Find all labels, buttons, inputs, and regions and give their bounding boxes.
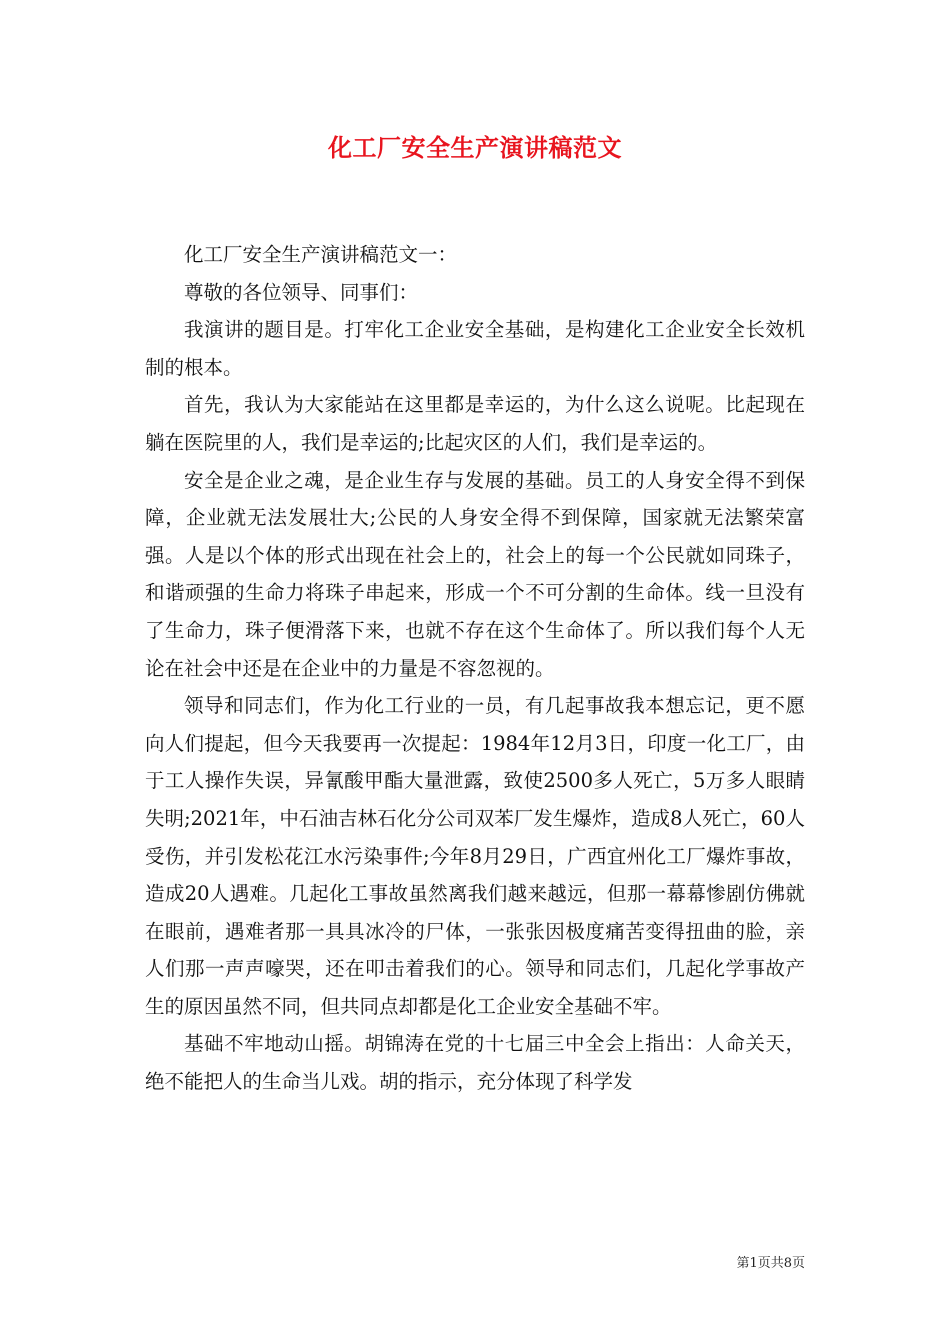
paragraph: 领导和同志们，作为化工行业的一员，有几起事故我本想忘记，更不愿向人们提起，但今天我要再一次提起：1984年12月3日，印度一化工厂，由于工人操作失误，异氰酸甲酯大量泄露，致使2500多人死亡，5万多人眼睛失明;2021年，中石油吉林石化分公司双苯厂发生爆炸，造成8人死亡，60人受伤，并引发松花江水污染事件;今年8月29日，广西宜州化工厂爆炸事故，造成20人遇难。几起化工事故虽然离我们越来越远，但那一幕幕惨剧仿佛就在眼前，遇难者那一具具冰冷的尸体，一张张因极度痛苦变得扭曲的脸，亲人们那一声声嚎哭，还在叩击着我们的心。领导和同志们，几起化学事故产生的原因虽然不同，但共同点却都是化工企业安全基础不牢。 xyxy=(145,694,805,1018)
paragraph: 尊敬的各位领导、同事们： xyxy=(184,280,419,304)
paragraph: 我演讲的题目是。打牢化工企业安全基础，是构建化工企业安全长效机制的根本。 xyxy=(145,318,805,379)
page-number-footer: 第1页共8页 xyxy=(736,1256,805,1271)
paragraph: 化工厂安全生产演讲稿范文一： xyxy=(184,243,458,266)
document-title: 化工厂安全生产演讲稿范文 xyxy=(328,133,622,162)
document-body xyxy=(145,236,805,1101)
paragraph: 基础不牢地动山摇。胡锦涛在党的十七届三中全会上指出：人命关天，绝不能把人的生命当儿戏。胡的指示，充分体现了科学发 xyxy=(145,1032,805,1094)
paragraph: 首先，我认为大家能站在这里都是幸运的，为什么这么说呢。比起现在躺在医院里的人，我们是幸运的;比起灾区的人们，我们是幸运的。 xyxy=(145,393,805,454)
paragraph: 安全是企业之魂，是企业生存与发展的基础。员工的人身安全得不到保障，企业就无法发展壮大;公民的人身安全得不到保障，国家就无法繁荣富强。人是以个体的形式出现在社会上的，社会上的每一个公民就如同珠子，和谐顽强的生命力将珠子串起来，形成一个不可分割的生命体。线一旦没有了生命力，珠子便滑落下来，也就不存在这个生命体了。所以我们每个人无论在社会中还是在企业中的力量是不容忽视的。 xyxy=(145,468,805,680)
